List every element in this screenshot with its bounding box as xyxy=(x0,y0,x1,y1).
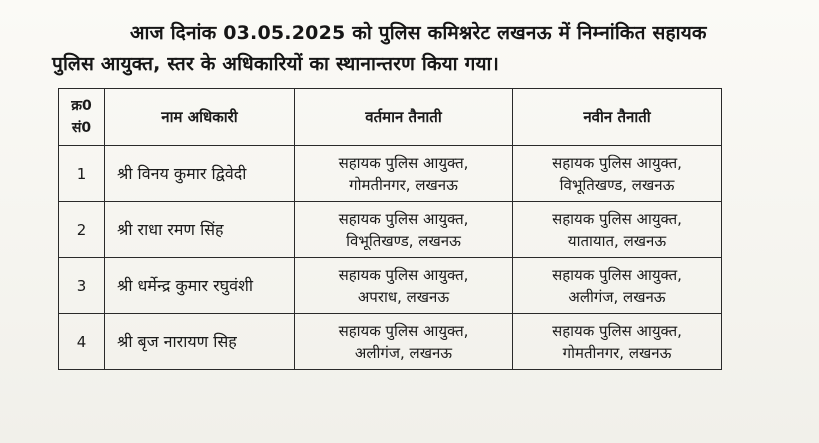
new-posting-line-1: सहायक पुलिस आयुक्त, xyxy=(552,321,682,340)
transfer-table xyxy=(58,88,722,370)
cell-serial: 1 xyxy=(59,146,105,202)
header-serial xyxy=(59,89,105,146)
current-posting-line-1: सहायक पुलिस आयुक्त, xyxy=(338,265,469,284)
cell-current-posting xyxy=(295,202,513,258)
new-posting-line-1: सहायक पुलिस आयुक्त, xyxy=(552,153,682,172)
table-row xyxy=(59,314,722,370)
current-posting-line-2: अलीगंज, लखनऊ xyxy=(354,343,453,362)
cell-new-posting xyxy=(513,258,722,314)
cell-new-posting xyxy=(513,202,722,258)
new-posting-line-2: गोमतीनगर, लखनऊ xyxy=(562,343,672,362)
order-heading xyxy=(52,18,752,80)
current-posting-line-2: अपराध, लखनऊ xyxy=(357,287,450,306)
cell-new-posting xyxy=(513,146,722,202)
cell-current-posting xyxy=(295,258,513,314)
current-posting-line-1: सहायक पुलिस आयुक्त, xyxy=(338,209,469,228)
cell-new-posting xyxy=(513,314,722,370)
table-row xyxy=(59,258,722,314)
current-posting-line-1: सहायक पुलिस आयुक्त, xyxy=(338,153,469,172)
cell-officer-name: श्री विनय कुमार द्विवेदी xyxy=(105,146,295,202)
heading-line-1: आज दिनांक 03.05.2025 को पुलिस कमिश्नरेट लखनऊ में निम्नांकित सहायक xyxy=(130,22,707,44)
new-posting-line-1: सहायक पुलिस आयुक्त, xyxy=(552,209,682,228)
current-posting-line-2: विभूतिखण्ड, लखनऊ xyxy=(346,231,461,250)
cell-officer-name: श्री बृज नारायण सिह xyxy=(105,314,295,370)
current-posting-line-2: गोमतीनगर, लखनऊ xyxy=(349,175,458,194)
heading-line-2: पुलिस आयुक्त, स्तर के अधिकारियों का स्थानान्तरण किया गया। xyxy=(52,53,500,75)
cell-current-posting xyxy=(295,314,513,370)
table-row xyxy=(59,146,722,202)
cell-current-posting xyxy=(295,146,513,202)
table-header-row xyxy=(59,89,722,146)
cell-serial: 3 xyxy=(59,258,105,314)
header-name: नाम अधिकारी xyxy=(105,89,295,146)
cell-officer-name: श्री राधा रमण सिंह xyxy=(105,202,295,258)
new-posting-line-2: अलीगंज, लखनऊ xyxy=(568,287,666,306)
new-posting-line-2: यातायात, लखनऊ xyxy=(567,231,667,250)
header-serial-line-1: क्र0 xyxy=(71,98,92,114)
current-posting-line-1: सहायक पुलिस आयुक्त, xyxy=(338,321,469,340)
header-new-posting: नवीन तैनाती xyxy=(513,89,722,146)
cell-officer-name: श्री धर्मेन्द्र कुमार रघुवंशी xyxy=(105,258,295,314)
new-posting-line-2: विभूतिखण्ड, लखनऊ xyxy=(559,175,675,194)
new-posting-line-1: सहायक पुलिस आयुक्त, xyxy=(552,265,682,284)
table-row xyxy=(59,202,722,258)
header-current-posting: वर्तमान तैनाती xyxy=(295,89,513,146)
cell-serial: 2 xyxy=(59,202,105,258)
header-serial-line-2: सं0 xyxy=(71,120,92,136)
cell-serial: 4 xyxy=(59,314,105,370)
